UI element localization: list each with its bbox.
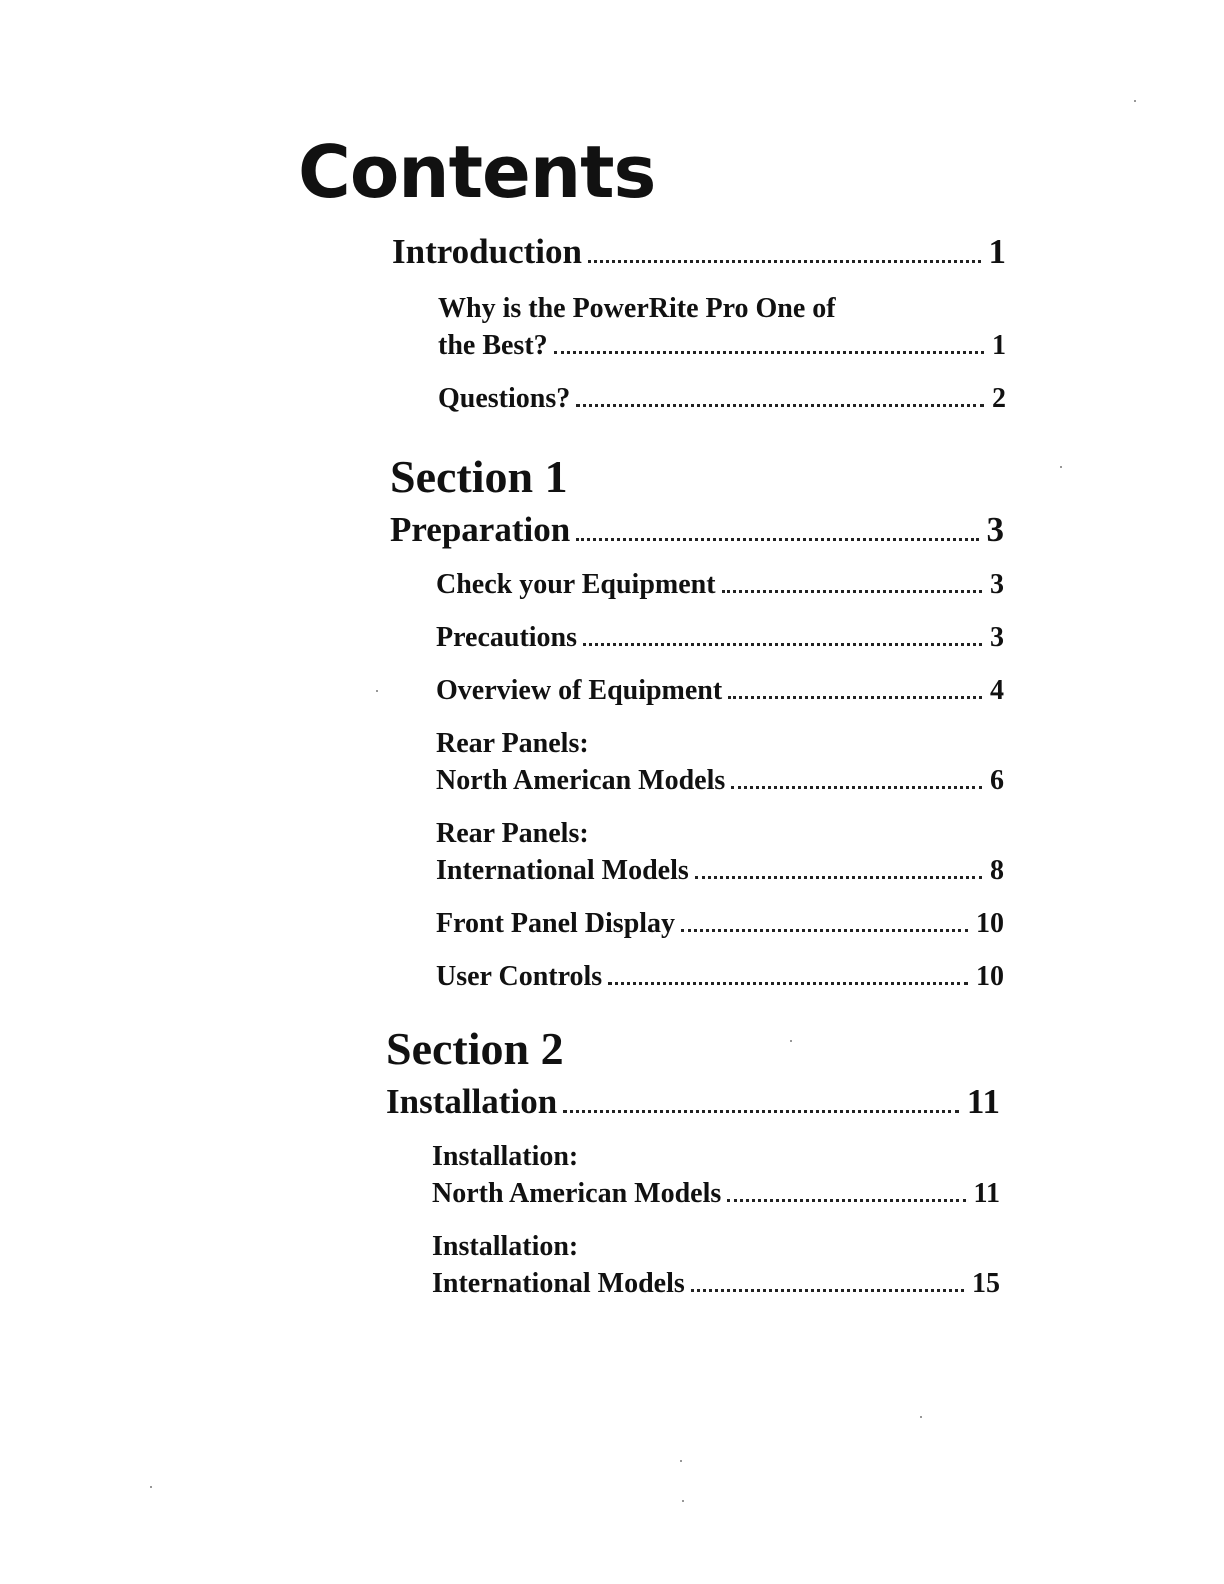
toc-page-number: 11 — [966, 1082, 1000, 1121]
toc-item-label: Check your Equipment — [436, 569, 716, 600]
toc-item-first-line: Installation: — [432, 1141, 579, 1172]
toc-page-number: 1 — [988, 232, 1006, 271]
scan-speck — [682, 1500, 684, 1502]
toc-entry-introduction[interactable] — [392, 232, 1006, 272]
toc-page-number: 10 — [976, 961, 1004, 992]
toc-entry-label: Installation — [386, 1082, 558, 1121]
toc-page-number: 1 — [992, 330, 1006, 361]
toc-item-first-line: Rear Panels: — [436, 818, 589, 849]
intro-block — [392, 232, 1006, 417]
toc-entry-label: Introduction — [392, 232, 582, 271]
dot-leader — [554, 351, 984, 354]
toc-item-questions[interactable] — [392, 380, 1006, 417]
dot-leader — [681, 929, 968, 932]
toc-page-number: 2 — [992, 383, 1006, 414]
scan-speck — [680, 1460, 682, 1462]
toc-page-number: 10 — [976, 908, 1004, 939]
toc-entry-preparation[interactable] — [390, 510, 1004, 550]
scan-speck — [790, 1040, 792, 1042]
toc-page-number: 3 — [990, 569, 1004, 600]
dot-leader — [722, 590, 982, 593]
toc-entry-label: Preparation — [390, 510, 571, 549]
toc-item-label: the Best? — [438, 330, 548, 361]
section1-block — [390, 451, 1004, 995]
toc-item-label: Precautions — [436, 622, 578, 653]
dot-leader — [731, 786, 982, 789]
toc-item-first-line: Installation: — [432, 1231, 579, 1262]
toc-entry-installation[interactable] — [386, 1082, 1000, 1122]
dot-leader — [727, 1199, 965, 1202]
dot-leader — [583, 643, 982, 646]
toc-item-why-powerrite[interactable] — [392, 290, 1006, 364]
toc-page-number: 11 — [973, 1178, 1000, 1209]
toc-item-first-line: Rear Panels: — [436, 728, 589, 759]
page-title: Contents — [298, 130, 656, 214]
toc-item-installation-north-american[interactable] — [386, 1138, 1000, 1212]
toc-item-installation-international[interactable] — [386, 1228, 1000, 1302]
toc-page-number: 3 — [986, 510, 1004, 549]
scan-speck — [1134, 100, 1136, 102]
dot-leader — [588, 260, 981, 263]
toc-item-label: Overview of Equipment — [436, 675, 723, 706]
section-heading: Section 1 — [390, 451, 568, 502]
toc-item-label: Questions? — [438, 383, 571, 414]
toc-item-label: North American Models — [432, 1178, 722, 1209]
toc-item-label: International Models — [436, 855, 689, 886]
toc-item-label: User Controls — [436, 961, 603, 992]
scan-speck — [376, 690, 378, 692]
scan-speck — [920, 1416, 922, 1418]
dot-leader — [695, 876, 982, 879]
toc-item-overview-equipment[interactable] — [390, 672, 1004, 709]
toc-page-number: 3 — [990, 622, 1004, 653]
scan-speck — [1060, 466, 1062, 468]
dot-leader — [576, 538, 978, 541]
dot-leader — [608, 982, 968, 985]
toc-item-front-panel-display[interactable] — [390, 905, 1004, 942]
toc-item-label: International Models — [432, 1268, 685, 1299]
dot-leader — [691, 1289, 964, 1292]
dot-leader — [576, 404, 984, 407]
dot-leader — [563, 1110, 959, 1113]
toc-item-rear-panels-international[interactable] — [390, 815, 1004, 889]
toc-page-number: 4 — [990, 675, 1004, 706]
toc-item-label: Front Panel Display — [436, 908, 676, 939]
toc-page-number: 6 — [990, 765, 1004, 796]
toc-item-user-controls[interactable] — [390, 958, 1004, 995]
dot-leader — [728, 696, 982, 699]
toc-item-label: North American Models — [436, 765, 726, 796]
section2-block — [386, 1023, 1000, 1302]
toc-item-first-line: Why is the PowerRite Pro One of — [438, 293, 836, 324]
toc-page-number: 8 — [990, 855, 1004, 886]
toc-item-rear-panels-north-american[interactable] — [390, 725, 1004, 799]
scan-speck — [150, 1486, 152, 1488]
toc-item-precautions[interactable] — [390, 619, 1004, 656]
section-heading: Section 2 — [386, 1023, 564, 1074]
toc-item-check-equipment[interactable] — [390, 566, 1004, 603]
toc-page-number: 15 — [972, 1268, 1000, 1299]
